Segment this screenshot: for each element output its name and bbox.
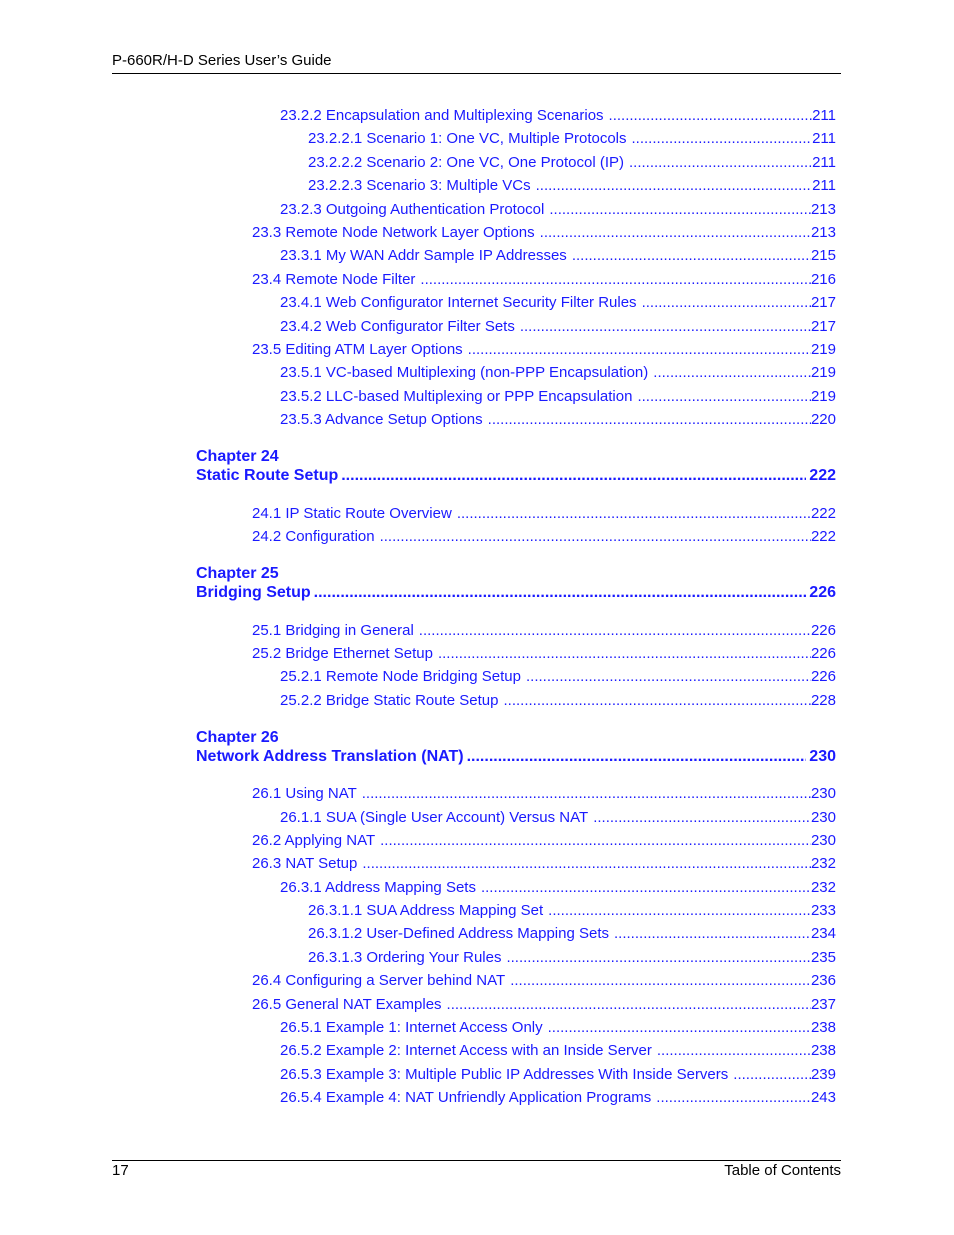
- header-rule: [112, 73, 841, 74]
- toc-entry-26-3-1[interactable]: 26.3.1 Address Mapping Sets ..... 232: [280, 879, 836, 899]
- toc-entry-26-3-1-2[interactable]: 26.3.1.2 User-Defined Address Mapping Sets ..... 234: [308, 925, 836, 945]
- toc-entry-26-3[interactable]: 26.3 NAT Setup ..... 232: [252, 855, 836, 875]
- toc-entry-23-2-2-1[interactable]: 23.2.2.1 Scenario 1: One VC, Multiple Protocols ..... 211: [308, 130, 836, 150]
- toc-entry-24-2[interactable]: 24.2 Configuration ..... 222: [252, 528, 836, 548]
- footer-rule: [112, 1160, 841, 1161]
- toc-entry-25-1[interactable]: 25.1 Bridging in General ..... 226: [252, 622, 836, 642]
- toc-entry-26-5-2[interactable]: 26.5.2 Example 2: Internet Access with an Inside Server ..... 238: [280, 1042, 836, 1062]
- toc-entry-23-4-1[interactable]: 23.4.1 Web Configurator Internet Security Filter Rules ..... 217: [280, 294, 836, 314]
- chapter-25-label: Chapter 25: [196, 565, 279, 582]
- toc-entry-26-5-4[interactable]: 26.5.4 Example 4: NAT Unfriendly Application Programs ..... 243: [280, 1089, 836, 1109]
- toc-entry-26-1[interactable]: 26.1 Using NAT ..... 230: [252, 785, 836, 805]
- toc-entry-26-5[interactable]: 26.5 General NAT Examples ..... 237: [252, 996, 836, 1016]
- toc-entry-25-2-1[interactable]: 25.2.1 Remote Node Bridging Setup ..... 226: [280, 668, 836, 688]
- toc-entry-23-5-3[interactable]: 23.5.3 Advance Setup Options ..... 220: [280, 411, 836, 431]
- toc-entry-26-4[interactable]: 26.4 Configuring a Server behind NAT ..... 236: [252, 972, 836, 992]
- toc-entry-26-5-1[interactable]: 26.5.1 Example 1: Internet Access Only ..... 238: [280, 1019, 836, 1039]
- toc-entry-26-1-1[interactable]: 26.1.1 SUA (Single User Account) Versus NAT ..... 230: [280, 809, 836, 829]
- toc-entry-23-2-2-2[interactable]: 23.2.2.2 Scenario 2: One VC, One Protocol (IP) ..... 211: [308, 154, 836, 174]
- toc-entry-26-2[interactable]: 26.2 Applying NAT ..... 230: [252, 832, 836, 852]
- toc-entry-23-2-3[interactable]: 23.2.3 Outgoing Authentication Protocol ..... 213: [280, 201, 836, 221]
- toc-entry-24-1[interactable]: 24.1 IP Static Route Overview ..... 222: [252, 505, 836, 525]
- footer-section-title: Table of Contents: [724, 1162, 841, 1179]
- toc-entry-25-2-2[interactable]: 25.2.2 Bridge Static Route Setup ..... 228: [280, 692, 836, 712]
- toc-entry-23-5-2[interactable]: 23.5.2 LLC-based Multiplexing or PPP Encapsulation ..... 219: [280, 388, 836, 408]
- chapter-26-label: Chapter 26: [196, 729, 279, 746]
- chapter-24-label: Chapter 24: [196, 448, 279, 465]
- toc-entry-23-3[interactable]: 23.3 Remote Node Network Layer Options ..... 213: [252, 224, 836, 244]
- chapter-26-title[interactable]: Network Address Translation (NAT) ..... 230: [196, 748, 836, 769]
- toc-entry-23-2-2-3[interactable]: 23.2.2.3 Scenario 3: Multiple VCs ..... 211: [308, 177, 836, 197]
- chapter-24-title[interactable]: Static Route Setup ..... 222: [196, 467, 836, 488]
- toc-entry-23-5-1[interactable]: 23.5.1 VC-based Multiplexing (non-PPP Encapsulation) ..... 219: [280, 364, 836, 384]
- footer-page-number: 17: [112, 1162, 129, 1179]
- toc-entry-26-3-1-3[interactable]: 26.3.1.3 Ordering Your Rules ..... 235: [308, 949, 836, 969]
- chapter-25-title[interactable]: Bridging Setup ..... 226: [196, 584, 836, 605]
- toc-entry-25-2[interactable]: 25.2 Bridge Ethernet Setup ..... 226: [252, 645, 836, 665]
- page-header-title: P-660R/H-D Series User’s Guide: [112, 52, 332, 69]
- toc-entry-23-2-2[interactable]: 23.2.2 Encapsulation and Multiplexing Scenarios ..... 211: [280, 107, 836, 127]
- toc-entry-23-3-1[interactable]: 23.3.1 My WAN Addr Sample IP Addresses ..... 215: [280, 247, 836, 267]
- toc-entry-23-5[interactable]: 23.5 Editing ATM Layer Options ..... 219: [252, 341, 836, 361]
- toc-entry-26-3-1-1[interactable]: 26.3.1.1 SUA Address Mapping Set ..... 233: [308, 902, 836, 922]
- toc-entry-23-4-2[interactable]: 23.4.2 Web Configurator Filter Sets ..... 217: [280, 318, 836, 338]
- toc-entry-23-4[interactable]: 23.4 Remote Node Filter ..... 216: [252, 271, 836, 291]
- toc-entry-26-5-3[interactable]: 26.5.3 Example 3: Multiple Public IP Addresses With Inside Servers ..... 239: [280, 1066, 836, 1086]
